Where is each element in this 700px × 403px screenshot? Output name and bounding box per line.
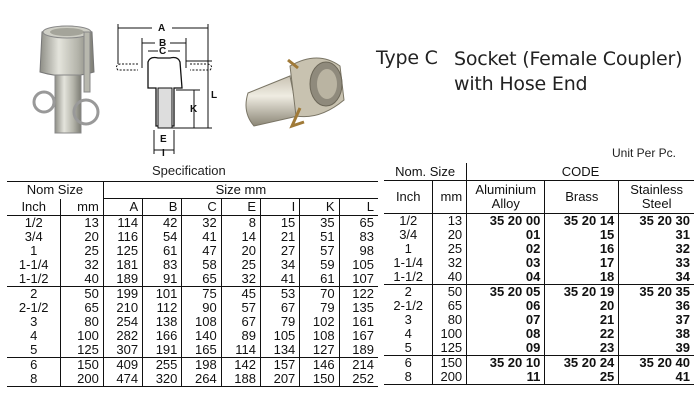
cell: 3 [404,312,412,327]
cell: 125 [103,244,142,258]
col-a: A [103,199,142,216]
cell: 13 [61,216,103,231]
code-row [384,356,694,371]
cell: 254 [103,315,142,329]
product-title [454,47,682,97]
cell: 79 [300,301,339,315]
cell: 105 [261,329,300,343]
col-c: C [182,199,221,216]
cell: 125 [61,343,103,358]
cell: 4 [404,326,412,341]
cell: 21 [261,230,300,244]
cell: 35 20 35 [619,285,694,300]
cell: 32 [182,216,221,231]
cell: 51 [300,230,339,244]
title-line-1: Socket (Female Coupler) [454,48,683,70]
cell: 102 [300,315,339,329]
col-stainless-line1: Stainless [630,182,684,197]
cell: 3/4 [399,227,418,242]
dimension-diagram [112,18,220,158]
cell: 165 [182,343,221,358]
cell: 40 [61,272,103,287]
cell: 03 [467,256,545,270]
svg-text:B: B [159,38,167,49]
cell: 189 [103,272,142,287]
cell: 35 20 19 [545,285,619,300]
cell: 1/2 [399,213,418,228]
code-row [384,242,694,256]
cell: 83 [143,258,182,272]
cell: 54 [143,230,182,244]
cell: 35 20 10 [467,356,545,371]
cell: 01 [467,228,545,242]
cell: 100 [61,329,103,343]
cell: 127 [300,343,339,358]
cell: 157 [261,358,300,373]
cell: 1-1/4 [18,257,49,272]
spec-row [7,272,378,287]
cell: 474 [103,372,142,387]
cell: 33 [619,256,694,270]
cell: 8 [221,216,260,231]
col-i: I [261,199,300,216]
cell: 08 [467,327,545,341]
code-table [384,163,694,385]
cell: 150 [61,358,103,373]
cell: 20 [545,299,619,313]
cell: 45 [221,287,260,302]
cell: 107 [339,272,378,287]
cell: 20 [61,230,103,244]
cell: 199 [103,287,142,302]
cell: 34 [261,258,300,272]
cell: 20 [221,244,260,258]
type-label: Type C [376,47,438,69]
cell: 2-1/2 [393,298,424,313]
cell: 04 [467,270,545,285]
cell: 166 [143,329,182,343]
cell: 255 [143,358,182,373]
cell: 191 [143,343,182,358]
cell: 108 [300,329,339,343]
cell: 09 [467,341,545,356]
cell: 37 [619,313,694,327]
spec-table [7,181,378,387]
code-row [384,256,694,270]
cell: 25 [433,242,467,256]
cell: 264 [182,372,221,387]
cell: 36 [619,299,694,313]
cell: 146 [300,358,339,373]
cell: 3/4 [24,229,43,244]
cell: 114 [221,343,260,358]
coupler-photo-upright [30,20,105,140]
cell: 11 [467,370,545,385]
cell: 47 [182,244,221,258]
cell: 188 [221,372,260,387]
cell: 41 [182,230,221,244]
cell: 02 [467,242,545,256]
svg-text:E: E [160,134,167,145]
header-size-mm: Size mm [103,182,378,199]
col-mm: mm [61,199,103,216]
col-l: L [339,199,378,216]
cell: 91 [143,272,182,287]
cell: 116 [103,230,142,244]
cell: 112 [143,301,182,315]
spec-title: Specification [152,163,226,178]
cell: 134 [261,343,300,358]
cell: 150 [433,356,467,371]
spec-row [7,244,378,258]
spec-row [7,343,378,358]
cell: 32 [619,242,694,256]
cell: 101 [143,287,182,302]
cell: 207 [261,372,300,387]
spec-row [7,258,378,272]
spec-row [7,216,378,231]
cell: 2 [404,284,412,299]
cell: 32 [61,258,103,272]
cell: 06 [467,299,545,313]
cell: 16 [545,242,619,256]
cell: 2-1/2 [18,300,49,315]
cell: 80 [433,313,467,327]
cell: 40 [433,270,467,285]
cell: 150 [300,372,339,387]
spec-row [7,329,378,343]
cell: 23 [545,341,619,356]
cell: 25 [221,258,260,272]
cell: 3 [30,314,38,329]
cell: 31 [619,228,694,242]
header-nom-size-code: Nom. Size [384,163,467,181]
cell: 214 [339,358,378,373]
cell: 22 [545,327,619,341]
cell: 108 [182,315,221,329]
code-row [384,228,694,242]
cell: 25 [61,244,103,258]
spec-row [7,372,378,387]
spec-row [7,301,378,315]
svg-text:C: C [159,46,167,57]
cell: 79 [261,315,300,329]
cell: 18 [545,270,619,285]
cell: 307 [103,343,142,358]
cell: 100 [433,327,467,341]
cell: 1-1/2 [384,270,433,285]
cell: 1-1/4 [393,255,424,270]
cell: 61 [143,244,182,258]
cell: 50 [61,287,103,302]
cell: 67 [221,315,260,329]
cell: 41 [619,370,694,385]
cell: 50 [433,285,467,300]
cell: 8 [7,372,61,387]
title-line-2: with Hose End [454,73,588,95]
col-brass: Brass [545,181,619,214]
cell: 320 [143,372,182,387]
cell: 142 [221,358,260,373]
cell: 58 [182,258,221,272]
cell: 4 [30,328,38,343]
cell: 39 [619,341,694,356]
cell: 14 [221,230,260,244]
cell: 80 [61,315,103,329]
code-row [384,327,694,341]
cell: 59 [300,258,339,272]
col-aluminium-line1: Aluminium [475,182,537,197]
cell: 1-1/2 [7,272,61,287]
cell: 75 [182,287,221,302]
cell: 409 [103,358,142,373]
cell: 42 [143,216,182,231]
cell: 53 [261,287,300,302]
code-row [384,370,694,385]
cell: 17 [545,256,619,270]
code-row [384,299,694,313]
cell: 65 [182,272,221,287]
cell: 07 [467,313,545,327]
cell: 34 [619,270,694,285]
cell: 70 [300,287,339,302]
cell: 35 20 00 [467,214,545,229]
code-row [384,285,694,300]
cell: 1 [30,243,38,258]
cell: 35 20 30 [619,214,694,229]
cell: 1 [404,241,412,256]
coupler-photo-angled [240,48,350,133]
cell: 27 [261,244,300,258]
cell: 35 [300,216,339,231]
cell: 105 [339,258,378,272]
cell: 65 [61,301,103,315]
unit-note: Unit Per Pc. [612,146,677,160]
cell: 13 [433,214,467,229]
svg-text:K: K [190,104,198,115]
cell: 35 20 05 [467,285,545,300]
header-code: CODE [467,163,694,181]
cell: 35 20 40 [619,356,694,371]
cell: 35 20 14 [545,214,619,229]
cell: 83 [339,230,378,244]
cell: 57 [300,244,339,258]
cell: 200 [433,370,467,385]
cell: 98 [339,244,378,258]
cell: 65 [433,299,467,313]
cell: 125 [433,341,467,356]
svg-text:A: A [158,23,166,34]
code-row [384,341,694,356]
cell: 2 [30,286,38,301]
cell: 89 [221,329,260,343]
cell: 65 [339,216,378,231]
col-aluminium-alloy [467,181,545,214]
cell: 6 [404,355,412,370]
spec-row [7,230,378,244]
cell: 15 [261,216,300,231]
cell: 67 [261,301,300,315]
cell: 38 [619,327,694,341]
col-stainless-steel [619,181,694,214]
col-e: E [221,199,260,216]
col-mm-code: mm [433,181,467,214]
cell: 5 [7,343,61,358]
cell: 252 [339,372,378,387]
code-row [384,214,694,229]
spec-row [7,358,378,373]
cell: 25 [545,370,619,385]
col-k: K [300,199,339,216]
cell: 61 [300,272,339,287]
header-nom-size: Nom Size [7,182,103,199]
svg-text:L: L [211,90,218,101]
cell: 140 [182,329,221,343]
cell: 90 [182,301,221,315]
cell: 32 [221,272,260,287]
cell: 122 [339,287,378,302]
cell: 114 [103,216,142,231]
cell: 41 [261,272,300,287]
cell: 15 [545,228,619,242]
cell: 32 [433,256,467,270]
spec-row [7,315,378,329]
col-inch: Inch [7,199,61,216]
cell: 21 [545,313,619,327]
cell: 8 [384,370,433,385]
code-row [384,270,694,285]
col-inch-code: Inch [384,181,433,214]
cell: 1/2 [24,215,43,230]
cell: 198 [182,358,221,373]
cell: 210 [103,301,142,315]
cell: 138 [143,315,182,329]
cell: 57 [221,301,260,315]
cell: 161 [339,315,378,329]
spec-row [7,287,378,302]
cell: 5 [384,341,433,356]
cell: 189 [339,343,378,358]
col-stainless-line2: Steel [641,196,672,211]
code-row [384,313,694,327]
cell: 135 [339,301,378,315]
cell: 20 [433,228,467,242]
col-aluminium-line2: Alloy [491,196,520,211]
col-b: B [143,199,182,216]
cell: 35 20 24 [545,356,619,371]
svg-text:I: I [162,148,165,158]
cell: 200 [61,372,103,387]
cell: 167 [339,329,378,343]
cell: 181 [103,258,142,272]
cell: 6 [30,357,38,372]
cell: 282 [103,329,142,343]
